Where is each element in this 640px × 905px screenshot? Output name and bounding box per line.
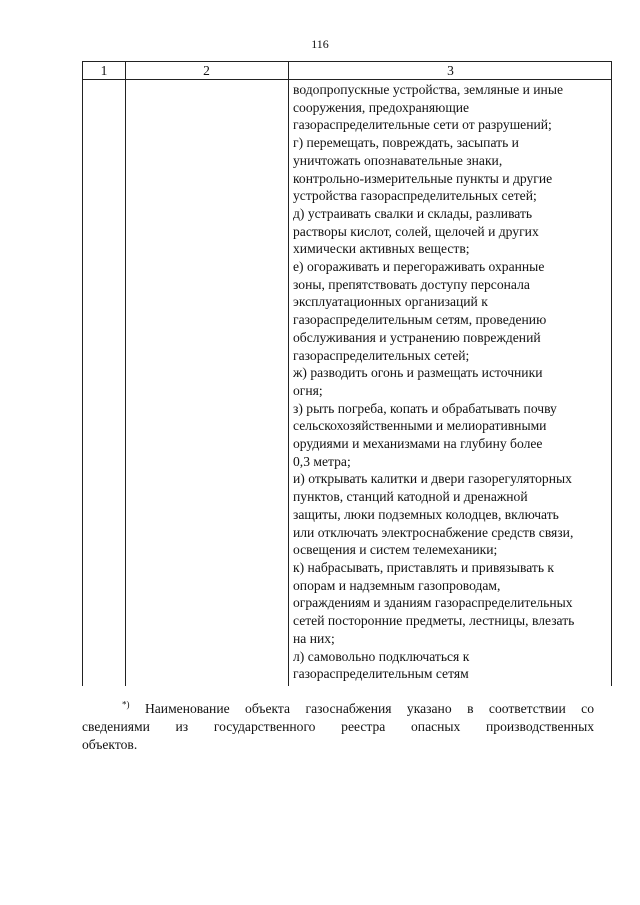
column-3-line: 0,3 метра; bbox=[293, 453, 351, 469]
header-col-2: 2 bbox=[203, 63, 210, 78]
page-number: 116 bbox=[311, 37, 329, 51]
column-3-line: л) самовольно подключаться к bbox=[293, 648, 470, 664]
header-col-3: 3 bbox=[447, 63, 454, 78]
footnote-line-1 bbox=[82, 700, 594, 718]
column-3-line: з) рыть погреба, копать и обрабатывать почву bbox=[293, 400, 557, 416]
column-3-line: газораспределительным сетям bbox=[293, 666, 469, 682]
column-3-line: д) устраивать свалки и склады, разливать bbox=[293, 205, 533, 221]
column-3-line: освещения и систем телемеханики; bbox=[293, 542, 498, 558]
footnote-text-1: Наименование объекта газоснабжения указано в соответствии со bbox=[144, 701, 594, 716]
column-3-line: газораспределительным сетям, проведению bbox=[293, 312, 547, 328]
column-3-line: огня; bbox=[293, 382, 323, 398]
column-3-line: контрольно-измерительные пункты и другие bbox=[293, 170, 553, 186]
column-3-line: на них; bbox=[293, 630, 335, 646]
column-divider-2 bbox=[288, 62, 289, 686]
footnote-line-2: сведениями из государственного реестра опасных производственных bbox=[82, 719, 594, 734]
column-3-line: уничтожать опознавательные знаки, bbox=[293, 152, 503, 168]
column-3-line: орудиями и механизмами на глубину более bbox=[293, 436, 543, 452]
footnote-marker: *) bbox=[122, 699, 130, 710]
column-3-line: водопропускные устройства, земляные и иные bbox=[293, 82, 563, 97]
column-3-line: эксплуатационных организаций к bbox=[293, 294, 488, 310]
column-3-line: защиты, люки подземных колодцев, включать bbox=[293, 506, 559, 522]
column-3-line: устройства газораспределительных сетей; bbox=[293, 188, 537, 204]
column-3-line: е) огораживать и перегораживать охранные bbox=[293, 259, 545, 275]
header-row-divider bbox=[83, 79, 611, 80]
footnote bbox=[82, 700, 594, 754]
column-3-line: сельскохозяйственными и мелиоративными bbox=[293, 418, 547, 434]
column-3-line: к) набрасывать, приставлять и привязывать к bbox=[293, 559, 555, 575]
column-3-line: пунктов, станций катодной и дренажной bbox=[293, 489, 528, 505]
header-col-1: 1 bbox=[100, 63, 108, 78]
footnote-line-3: объектов. bbox=[82, 737, 138, 752]
column-3-line: или отключать электроснабжение средств связи, bbox=[293, 524, 574, 540]
column-3-line: сетей посторонние предметы, лестницы, влезать bbox=[293, 613, 575, 629]
column-3-line: зоны, препятствовать доступу персонала bbox=[293, 276, 530, 292]
column-3-line: ограждениям и зданиям газораспределительных bbox=[293, 595, 573, 611]
requirements-table bbox=[82, 61, 612, 686]
column-3-line: обслуживания и устранению повреждений bbox=[293, 329, 541, 345]
column-3-line: химически активных веществ; bbox=[293, 241, 470, 257]
column-divider-1 bbox=[125, 62, 126, 686]
column-3-line: газораспределительные сети от разрушений; bbox=[293, 117, 552, 133]
column-3-text bbox=[293, 81, 609, 683]
column-3-line: и) открывать калитки и двери газорегуляторных bbox=[293, 471, 572, 487]
column-3-line: газораспределительных сетей; bbox=[293, 347, 470, 363]
column-3-line: ж) разводить огонь и размещать источники bbox=[293, 365, 543, 381]
column-3-line: г) перемещать, повреждать, засыпать и bbox=[293, 135, 519, 151]
column-3-line: опорам и надземным газопроводам, bbox=[293, 577, 501, 593]
column-3-line: растворы кислот, солей, щелочей и других bbox=[293, 223, 539, 239]
column-3-line: сооружения, предохраняющие bbox=[293, 99, 470, 115]
